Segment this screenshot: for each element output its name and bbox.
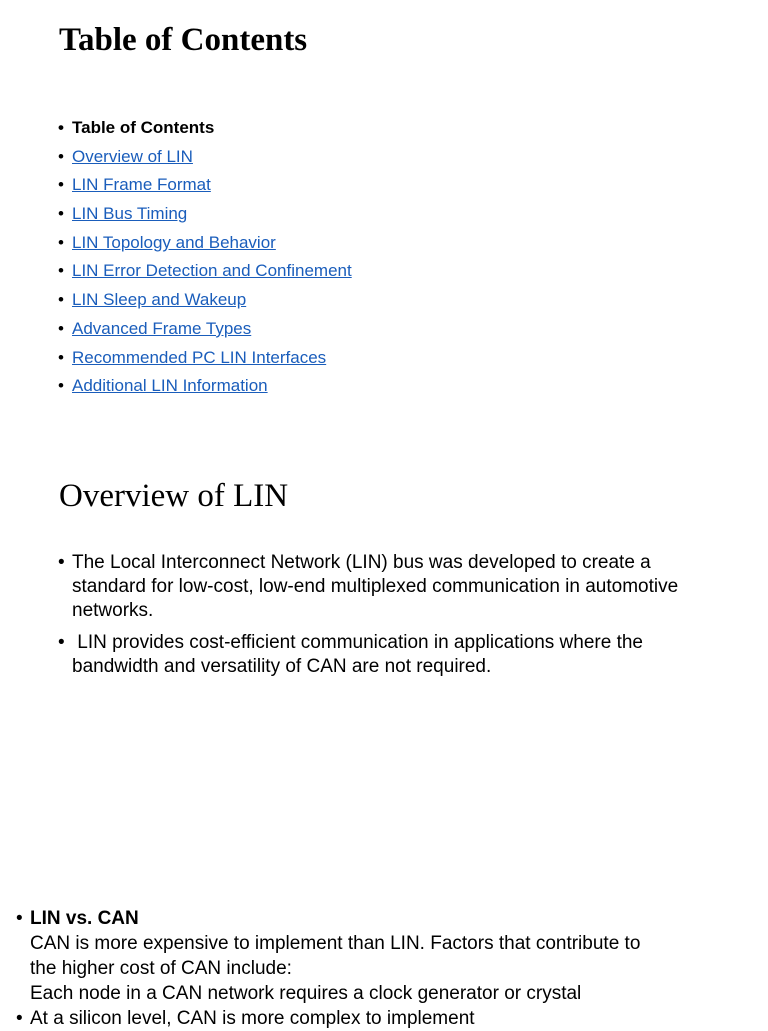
bullet-heading: • LIN vs. CAN — [30, 908, 139, 929]
toc-link-lin-topology[interactable]: LIN Topology and Behavior — [72, 232, 276, 252]
toc-link-overview-of-lin[interactable]: Overview of LIN — [72, 146, 193, 166]
slide-overview-of-lin — [0, 460, 768, 890]
lin-vs-can-bullet-list — [16, 906, 716, 1031]
list-item: • At a silicon level, CAN is more complex to implement — [16, 1006, 716, 1031]
section-title: Overview of LIN — [59, 478, 289, 514]
toc-link-lin-bus-timing[interactable]: LIN Bus Timing — [72, 204, 188, 224]
toc-item-lin-frame-format — [58, 173, 352, 202]
toc-item-additional-lin-information — [58, 374, 352, 403]
toc-link-lin-sleep-wakeup[interactable]: LIN Sleep and Wakeup — [72, 290, 247, 310]
toc-item-lin-error-detection — [58, 259, 352, 288]
slide-table-of-contents — [0, 0, 768, 450]
toc-link-lin-error-detection[interactable]: LIN Error Detection and Confinement — [72, 261, 352, 281]
toc-list — [58, 116, 352, 403]
bullet-text-line: Each node in a CAN network requires a clock generator or crystal — [30, 983, 582, 1004]
toc-item-lin-sleep-wakeup — [58, 288, 352, 317]
list-item-text: LIN provides cost-efficient communication in applications where the bandwidth and versatility of CAN are not required. — [72, 632, 643, 677]
toc-item-label: Table of Contents — [72, 118, 215, 137]
list-item — [16, 906, 716, 1006]
list-item — [58, 631, 718, 679]
toc-item-recommended-pc-lin-interfaces — [58, 346, 352, 375]
toc-link-advanced-frame-types[interactable]: Advanced Frame Types — [72, 318, 252, 338]
page-title: Table of Contents — [59, 22, 308, 58]
overview-bullet-list — [58, 551, 718, 687]
toc-link-lin-frame-format[interactable]: LIN Frame Format — [72, 175, 211, 195]
bullet-text-line: CAN is more expensive to implement than LIN. Factors that contribute to — [30, 933, 641, 954]
toc-item-lin-topology — [58, 231, 352, 260]
toc-item-advanced-frame-types — [58, 317, 352, 346]
toc-item-lin-bus-timing — [58, 202, 352, 231]
toc-item-overview-of-lin — [58, 145, 352, 174]
toc-item-table-of-contents — [58, 116, 352, 145]
toc-link-recommended-pc-lin-interfaces[interactable]: Recommended PC LIN Interfaces — [72, 347, 327, 367]
list-item: • The Local Interconnect Network (LIN) bus was developed to create a standard for low-cost, low-end multiplexed communication in automotive networks. — [58, 551, 718, 623]
slide-lin-vs-can — [0, 890, 768, 1029]
toc-link-additional-lin-information[interactable]: Additional LIN Information — [72, 376, 268, 396]
bullet-text-line: the higher cost of CAN include: — [30, 958, 292, 979]
